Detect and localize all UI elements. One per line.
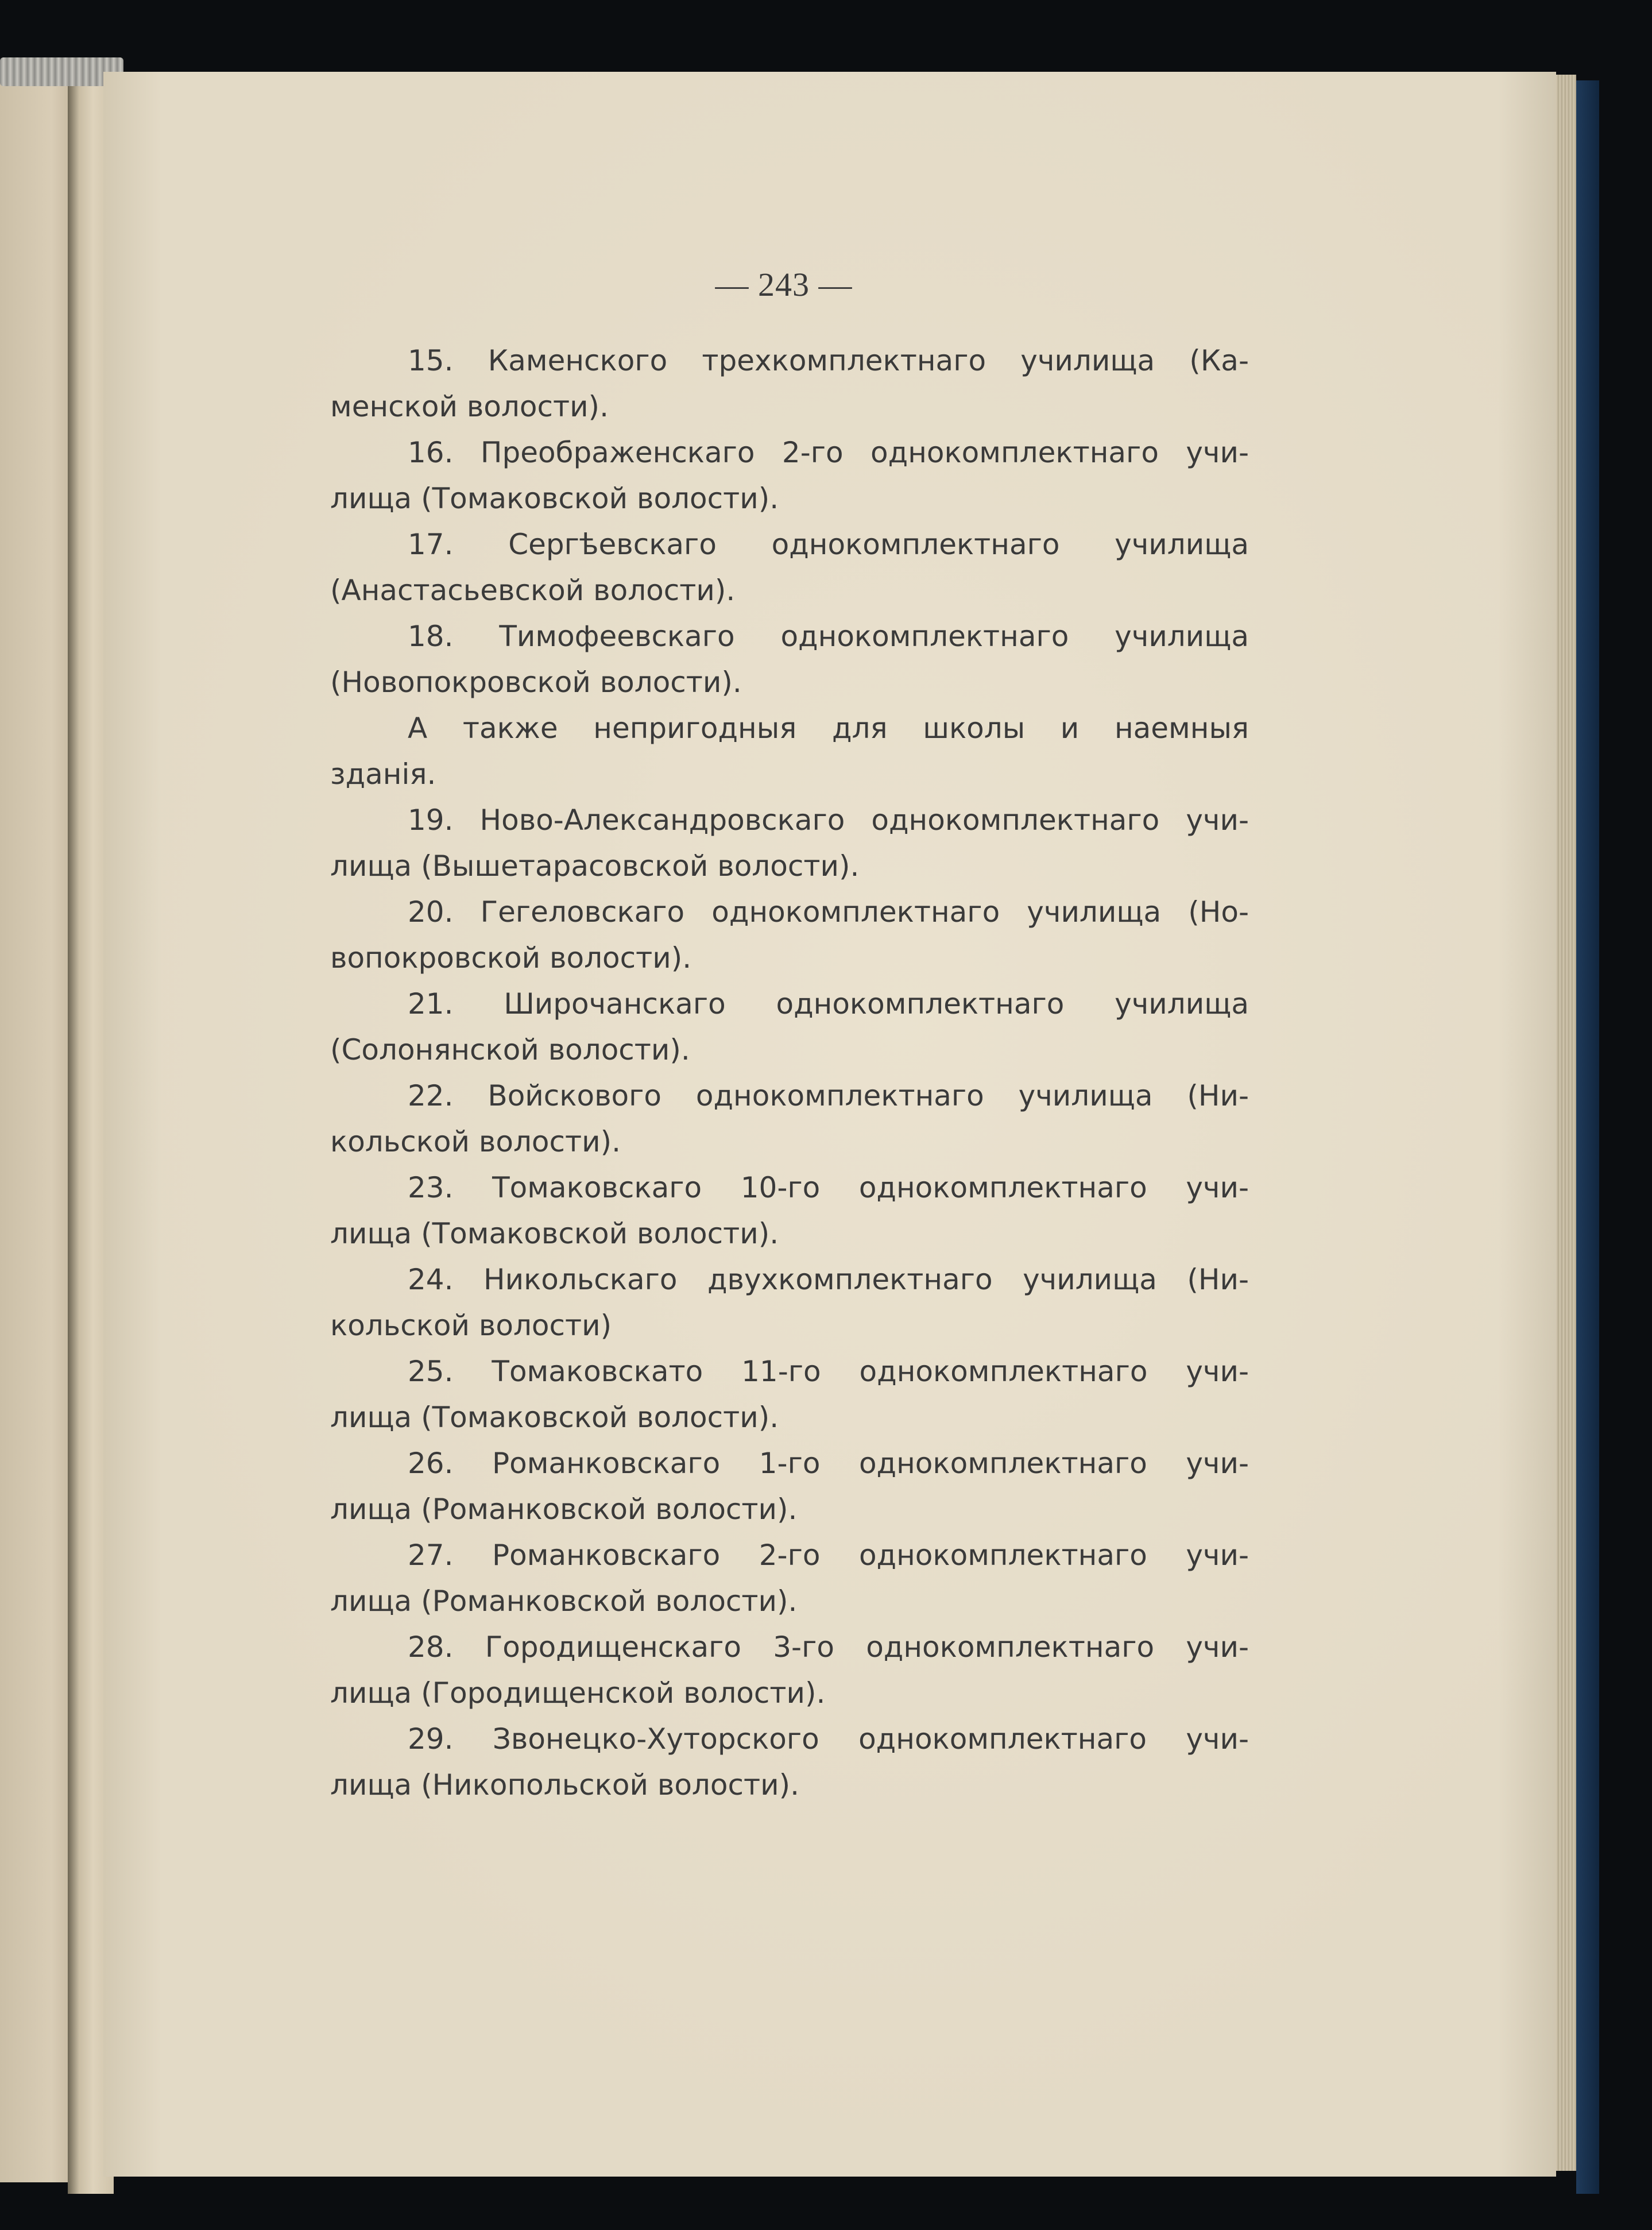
list-entry [330, 1716, 1249, 1808]
text-line: 19. Ново-Александровскаго однокомплектнаго учи- [408, 803, 1249, 837]
text-line: А также непригодныя для школы и наемныя [408, 712, 1249, 745]
page-number: — 243 — [715, 266, 853, 303]
book-cover-edge [1576, 80, 1599, 2194]
list-entry [330, 889, 1249, 981]
text-line: 15. Каменского трехкомплектнаго училища (Ка- [408, 344, 1249, 377]
text-line: вопокровской волости). [330, 941, 692, 975]
list-entry [330, 1532, 1249, 1624]
text-line: 18. Тимофеевскаго однокомплектнаго училища [408, 620, 1249, 653]
list-entry [330, 797, 1249, 889]
list-entry [330, 521, 1249, 613]
list-entry [330, 1348, 1249, 1440]
text-line: 27. Романковскаго 2-го однокомплектнаго учи- [408, 1539, 1249, 1572]
text-line: кольской волости). [330, 1125, 621, 1158]
list-entry [330, 1624, 1249, 1716]
list-entry [330, 1165, 1249, 1257]
page-stack-edges [1553, 75, 1576, 2171]
text-line: лища (Вышетарасовской волости). [330, 849, 860, 883]
text-line: (Новопокровской волости). [330, 666, 742, 699]
page-body-text [330, 338, 1249, 1808]
text-line: лища (Городищенской волости). [330, 1676, 826, 1710]
list-entry [330, 613, 1249, 705]
text-line: менской волости). [330, 390, 609, 423]
text-line: лища (Томаковской волости). [330, 1217, 779, 1250]
text-line: 23. Томаковскаго 10-го однокомплектнаго учи- [408, 1171, 1249, 1204]
text-line: 20. Гегеловскаго однокомплектнаго училища (Но- [408, 895, 1249, 929]
text-line: 21. Широчанскаго однокомплектнаго училища [408, 987, 1249, 1021]
text-line: лища (Романковской волости). [330, 1584, 798, 1618]
text-line: 28. Городищенскаго 3-го однокомплектнаго учи- [408, 1630, 1249, 1664]
list-entry [330, 338, 1249, 430]
text-line: 26. Романковскаго 1-го однокомплектнаго учи- [408, 1447, 1249, 1480]
list-entry [330, 430, 1249, 521]
text-line: зданія. [330, 757, 436, 791]
list-entry [330, 705, 1249, 797]
text-line: лища (Томаковской волости). [330, 1401, 779, 1434]
text-line: 24. Никольскаго двухкомплектнаго училища (Ни- [408, 1263, 1249, 1296]
text-line: 25. Томаковскато 11-го однокомплектнаго учи- [408, 1355, 1249, 1388]
text-line: 17. Сергѣевскаго однокомплектнаго училища [408, 528, 1249, 561]
list-entry [330, 981, 1249, 1073]
text-line: 29. Звонецко-Хуторского однокомплектнаго учи- [408, 1722, 1249, 1756]
list-entry [330, 1257, 1249, 1348]
text-line: 22. Войскового однокомплектнаго училища (Ни- [408, 1079, 1249, 1112]
text-line: лища (Никопольской волости). [330, 1768, 799, 1802]
text-line: (Анастасьевской волости). [330, 574, 736, 607]
text-line: лища (Романковской волости). [330, 1493, 798, 1526]
list-entry [330, 1073, 1249, 1165]
text-line: 16. Преображенскаго 2-го однокомплектнаго учи- [408, 436, 1249, 469]
list-entry [330, 1440, 1249, 1532]
text-line: лища (Томаковской волости). [330, 482, 779, 515]
text-line: кольской волости) [330, 1309, 612, 1342]
text-line: (Солонянской волости). [330, 1033, 690, 1066]
